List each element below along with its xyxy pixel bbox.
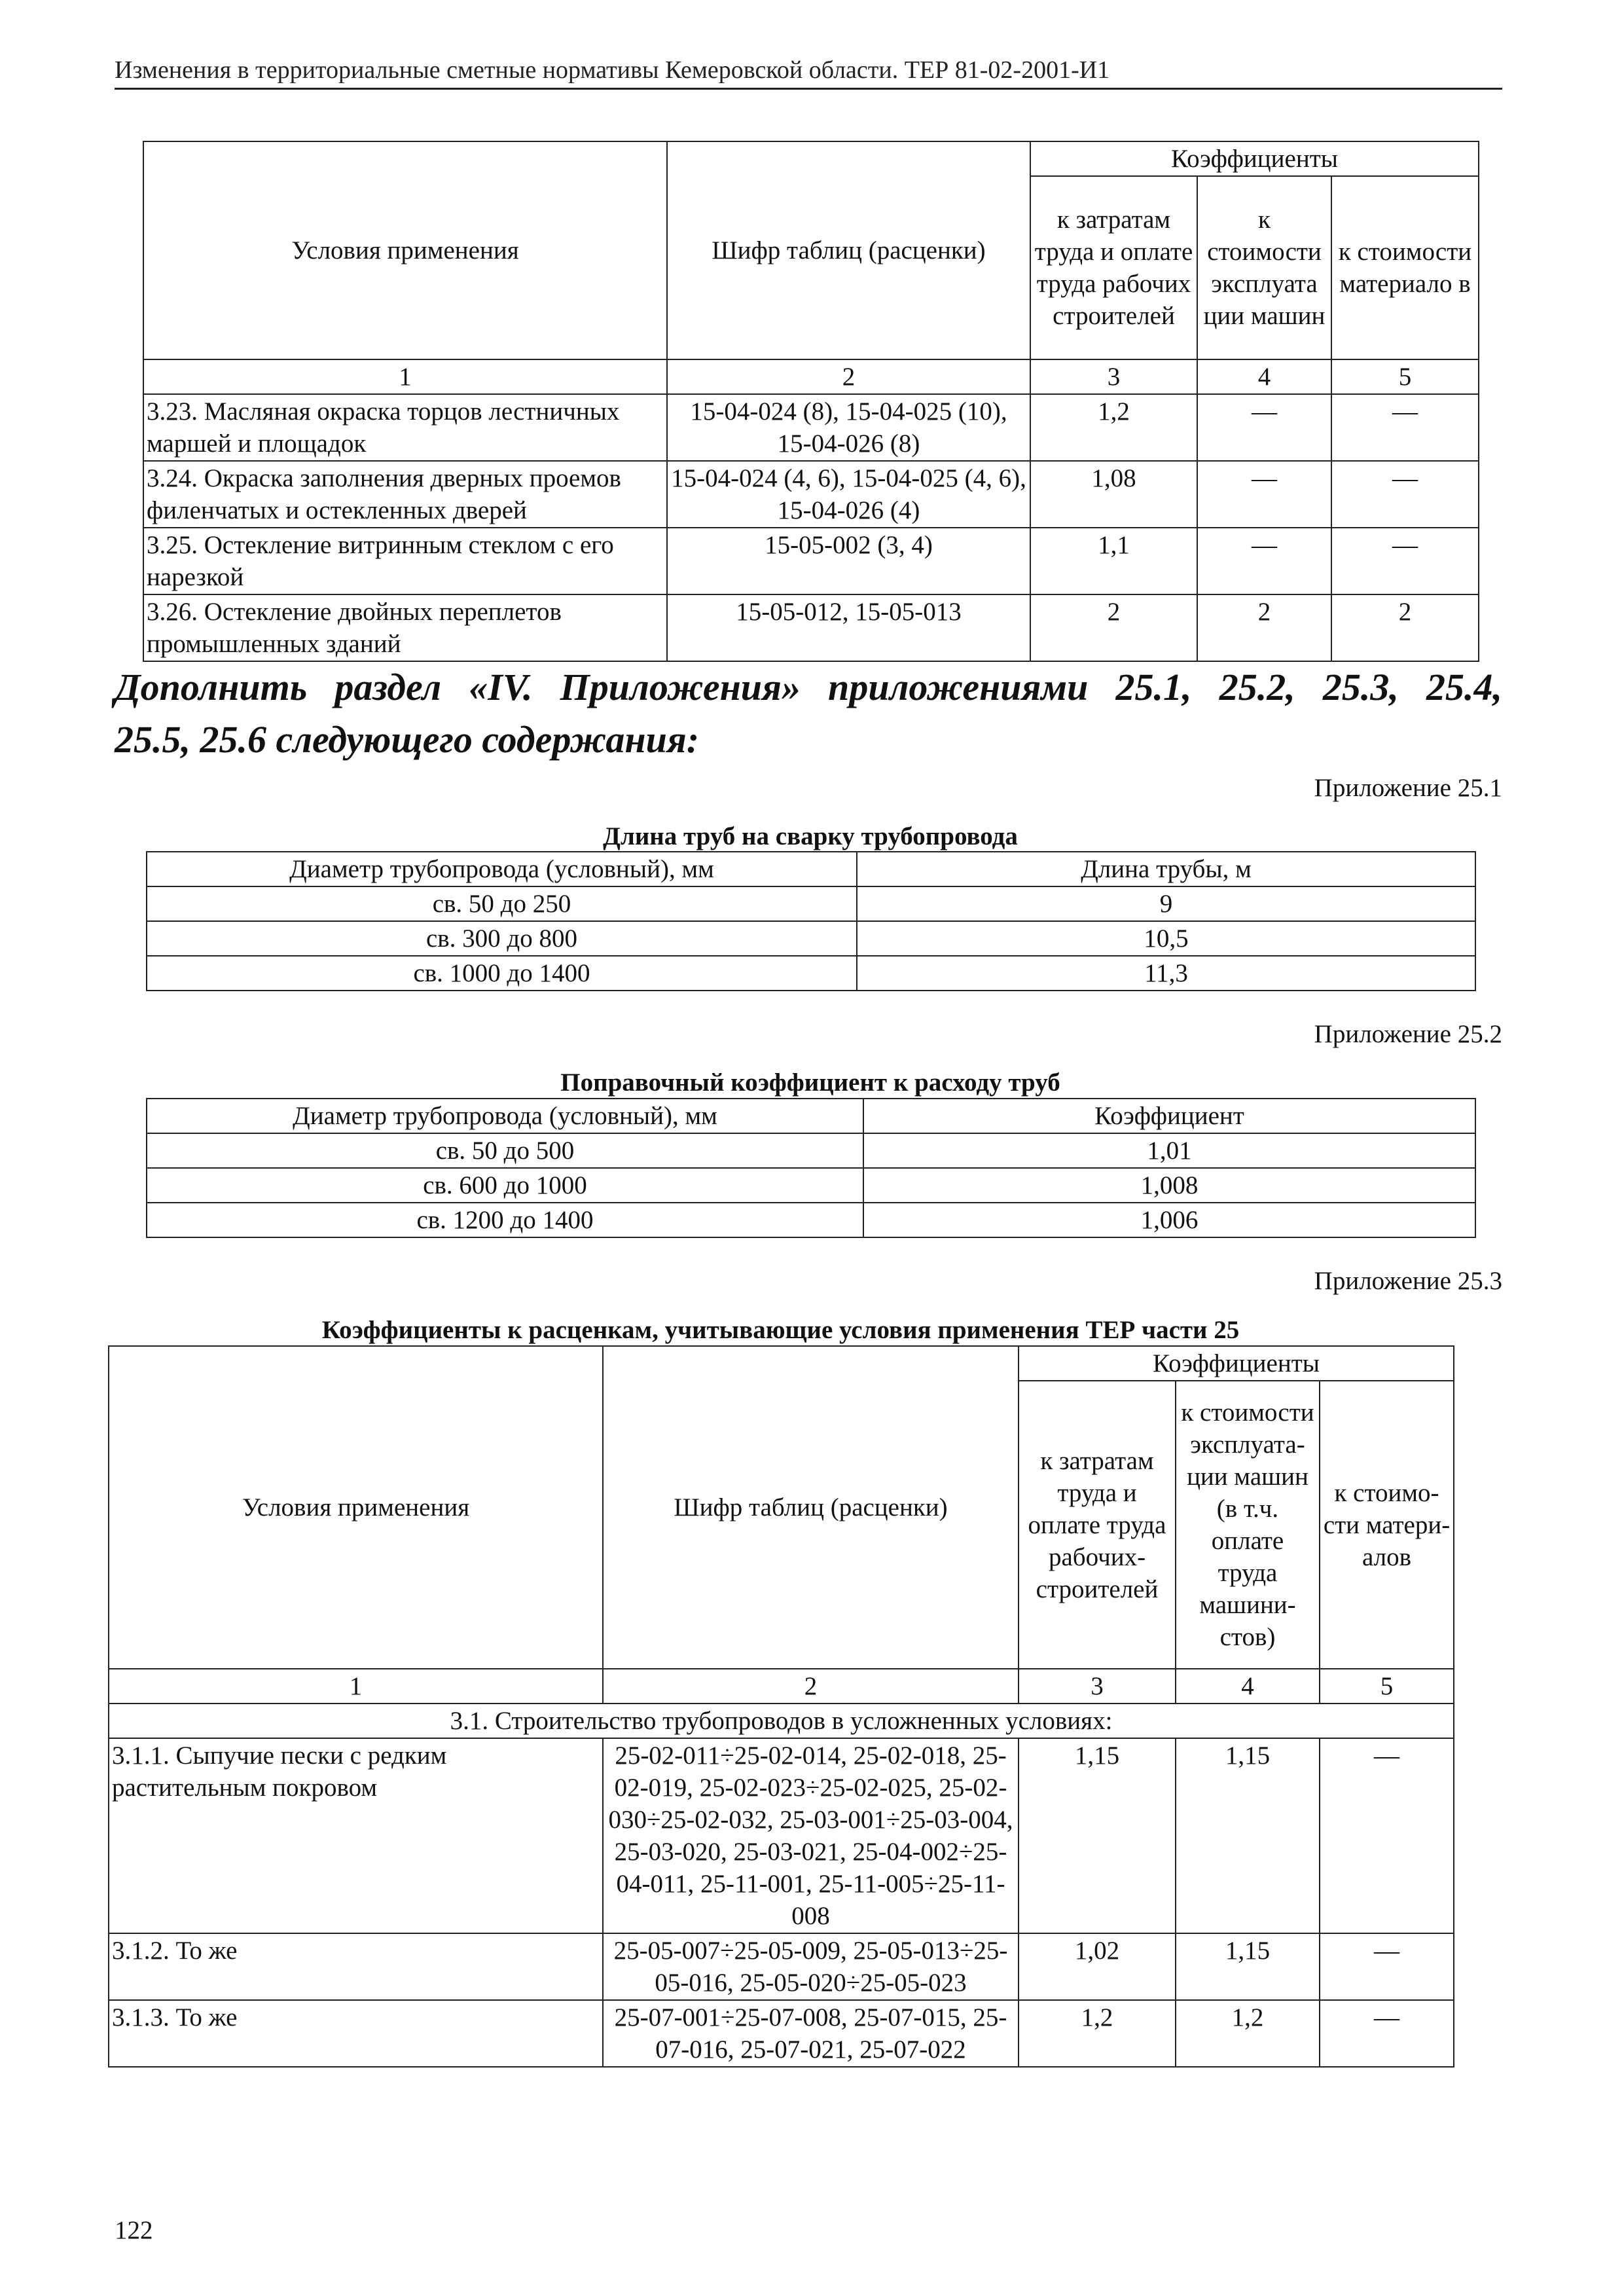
appendix-label-25-3: Приложение 25.3 [1314,1267,1502,1295]
table-row [147,1168,1475,1203]
col-number: 3 [1030,359,1197,394]
cell-labor: 1,15 [1019,1738,1176,1933]
cell-machines: 2 [1197,594,1331,661]
cell-labor: 1,1 [1030,528,1197,594]
cell-code: 15-04-024 (4, 6), 15-04-025 (4, 6), 15-04-026 (4) [667,461,1030,528]
section-heading-line1: Дополнить раздел «IV. Приложения» приложениями 25.1, 25.2, 25.3, 25.4, [115,666,1502,708]
col-header-labor: к затратам труда и оплате труда рабочих строителей [1030,176,1197,359]
appendix-label-25-2: Приложение 25.2 [1314,1020,1502,1048]
appendix-title-25-2: Поправочный коэффициент к расходу труб [560,1068,1060,1097]
cell-condition: 3.24. Окраска заполнения дверных проемов филенчатых и остекленных дверей [143,461,667,528]
table-row [147,956,1475,991]
appendix-title-25-3: Коэффициенты к расценкам, учитывающие условия применения ТЕР части 25 [321,1316,1240,1344]
cell-materials: — [1320,1933,1454,2000]
cell-labor: 1,08 [1030,461,1197,528]
col-number: 5 [1331,359,1479,394]
table-top [143,141,1479,662]
appendix-title-25-1: Длина труб на сварку трубопровода [603,822,1018,850]
cell-diameter: св. 50 до 250 [147,886,857,921]
col-number: 4 [1197,359,1331,394]
cell-machines: 1,15 [1176,1933,1320,2000]
col-header-conditions: Условия применения [143,141,667,359]
col-header-machines: к стоимости эксплуата ции машин [1197,176,1331,359]
cell-materials: — [1320,2000,1454,2067]
col-header-code: Шифр таблиц (расценки) [667,141,1030,359]
table-row [147,886,1475,921]
col-header-code: Шифр таблиц (расценки) [603,1346,1019,1669]
cell-code: 25-05-007÷25-05-009, 25-05-013÷25-05-016, 25-05-020÷25-05-023 [603,1933,1019,2000]
cell-condition: 3.1.2. То же [109,1933,603,2000]
col-number: 4 [1176,1669,1320,1704]
cell-materials: — [1331,528,1479,594]
col-number: 2 [603,1669,1019,1704]
cell-diameter: св. 300 до 800 [147,921,857,956]
cell-diameter: св. 1000 до 1400 [147,956,857,991]
page-number: 122 [115,2216,153,2244]
section-heading-line2: 25.5, 25.6 следующего содержания: [115,718,700,761]
cell-machines: 1,2 [1176,2000,1320,2067]
cell-machines: — [1197,528,1331,594]
cell-diameter: св. 600 до 1000 [147,1168,863,1203]
cell-value: 1,006 [863,1203,1475,1237]
cell-code: 15-04-024 (8), 15-04-025 (10), 15-04-026 (8) [667,394,1030,461]
cell-code: 15-05-002 (3, 4) [667,528,1030,594]
table-row [109,1933,1454,2000]
col-header-machines: к стоимости эксплуата-ции машин (в т.ч. оплате труда машини-стов) [1176,1381,1320,1669]
cell-materials: — [1331,461,1479,528]
table-row [109,1738,1454,1933]
table-row [147,921,1475,956]
table-row [143,594,1479,661]
col-header-coefficients: Коэффициенты [1030,141,1479,176]
cell-machines: — [1197,394,1331,461]
cell-value: 1,008 [863,1168,1475,1203]
cell-value: 9 [857,886,1475,921]
col-number: 1 [109,1669,603,1704]
col-header-length: Длина трубы, м [857,852,1475,886]
col-header-coefficient: Коэффициент [863,1099,1475,1133]
table-row [143,394,1479,461]
cell-condition: 3.26. Остекление двойных переплетов промышленных зданий [143,594,667,661]
cell-condition: 3.25. Остекление витринным стеклом с его нарезкой [143,528,667,594]
cell-code: 25-02-011÷25-02-014, 25-02-018, 25-02-019, 25-02-023÷25-02-025, 25-02-030÷25-02-032, 25-03-001÷25-03-004, 25-03-020, 25-03-021, 25-04-002÷25-04-011, 25-11-001, 25-11-005÷25-11-008 [603,1738,1019,1933]
table-appendix-25-3 [108,1345,1454,2068]
header-rule [115,88,1502,90]
cell-diameter: св. 50 до 500 [147,1133,863,1168]
cell-materials: — [1320,1738,1454,1933]
table-row [147,1133,1475,1168]
col-header-conditions: Условия применения [109,1346,603,1669]
cell-condition: 3.1.3. То же [109,2000,603,2067]
col-header-labor: к затратам труда и оплате труда рабочих-строителей [1019,1381,1176,1669]
appendix-label-25-1: Приложение 25.1 [1314,774,1502,802]
col-number: 2 [667,359,1030,394]
col-header-diameter: Диаметр трубопровода (условный), мм [147,1099,863,1133]
cell-labor: 1,2 [1019,2000,1176,2067]
table-row [109,2000,1454,2067]
cell-value: 1,01 [863,1133,1475,1168]
col-number: 5 [1320,1669,1454,1704]
cell-labor: 1,2 [1030,394,1197,461]
group-heading: 3.1. Строительство трубопроводов в усложненных условиях: [109,1704,1454,1738]
col-header-coefficients: Коэффициенты [1019,1346,1454,1381]
running-header: Изменения в территориальные сметные нормативы Кемеровской области. ТЕР 81-02-2001-И1 [115,56,1110,84]
cell-materials: — [1331,394,1479,461]
col-header-materials: к стоимо-сти матери-алов [1320,1381,1454,1669]
cell-condition: 3.1.1. Сыпучие пески с редким растительным покровом [109,1738,603,1933]
cell-value: 10,5 [857,921,1475,956]
cell-labor: 1,02 [1019,1933,1176,2000]
cell-labor: 2 [1030,594,1197,661]
table-row [147,1203,1475,1237]
cell-machines: — [1197,461,1331,528]
col-number: 1 [143,359,667,394]
cell-code: 25-07-001÷25-07-008, 25-07-015, 25-07-016, 25-07-021, 25-07-022 [603,2000,1019,2067]
col-number: 3 [1019,1669,1176,1704]
cell-code: 15-05-012, 15-05-013 [667,594,1030,661]
cell-condition: 3.23. Масляная окраска торцов лестничных маршей и площадок [143,394,667,461]
col-header-diameter: Диаметр трубопровода (условный), мм [147,852,857,886]
table-row [143,461,1479,528]
cell-materials: 2 [1331,594,1479,661]
table-row [143,528,1479,594]
cell-value: 11,3 [857,956,1475,991]
cell-machines: 1,15 [1176,1738,1320,1933]
cell-diameter: св. 1200 до 1400 [147,1203,863,1237]
col-header-materials: к стоимости материало в [1331,176,1479,359]
table-appendix-25-2 [146,1098,1476,1238]
table-appendix-25-1 [146,851,1476,991]
